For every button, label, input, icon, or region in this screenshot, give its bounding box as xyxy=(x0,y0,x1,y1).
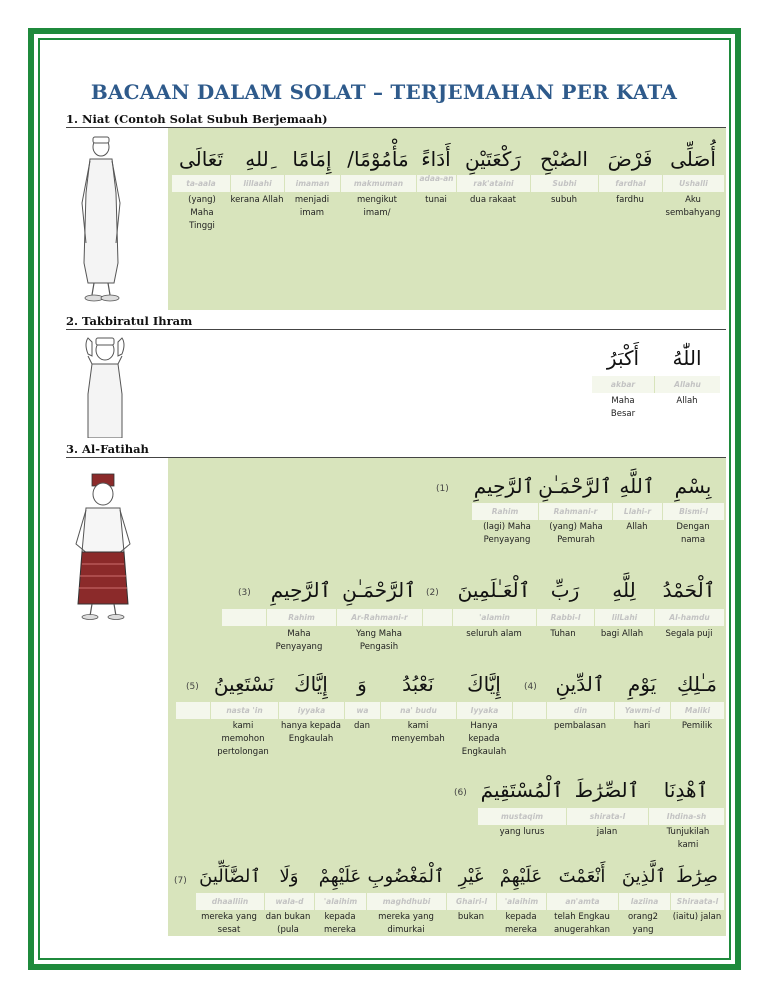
v7-translit-2: laziina xyxy=(618,893,670,910)
niat-meaning-2: fardhu xyxy=(616,195,644,205)
standing-figure-niat xyxy=(72,133,130,305)
v6-arabic-3: ٱلْمُسْتَقِيمَ xyxy=(480,778,564,802)
v5-arabic-5: نَسْتَعِينُ xyxy=(213,672,275,696)
section-divider xyxy=(66,329,726,330)
niat-meaning-9: (yang) Maha Tinggi xyxy=(188,195,216,231)
v4-translit-3: din xyxy=(546,702,614,719)
v1-translit-1: Bismi-l xyxy=(662,503,724,520)
section-heading-takbir: 2. Takbiratul Ihram xyxy=(66,314,193,328)
page-title: BACAAN DALAM SOLAT – TERJEMAHAN PER KATA xyxy=(90,80,678,104)
niat-meaning-6: mengikut imam/ xyxy=(356,195,398,218)
v7-translit-1: Shiraata-l xyxy=(670,893,724,910)
v5-translit-1: Iyyaka xyxy=(456,702,512,719)
v7-meaning-7: kepada mereka xyxy=(323,912,357,935)
niat-translit-1: Ushalli xyxy=(662,175,724,192)
v1-arabic-2: ٱللَّهِ xyxy=(619,474,655,498)
v6-meaning-2: jalan xyxy=(596,827,618,837)
v2-arabic-2: لِلَّهِ xyxy=(612,578,636,602)
v1-meaning-4: (lagi) Maha Penyayang xyxy=(483,522,531,545)
v1-meaning-1: Dengan nama xyxy=(676,522,710,545)
niat-arabic-4: رَكْعَتَيْنِ xyxy=(464,147,522,171)
v6-meaning-1: Tunjukilah kami xyxy=(666,827,710,850)
v4-translit-2: Yawmi-d xyxy=(614,702,670,719)
niat-translit-3: Subhi xyxy=(530,175,598,192)
v3-meaning-2: Maha Penyayang xyxy=(275,629,323,652)
v7-arabic-4: عَلَيْهِمْ xyxy=(499,866,543,887)
v6-translit-3: mustaqim xyxy=(500,812,544,821)
niat-arabic-8: ِللهِ xyxy=(245,147,269,171)
v7-transliteration-row xyxy=(196,893,724,910)
niat-meaning-8: kerana Allah xyxy=(230,195,284,205)
v7-translit-7: 'alaihim xyxy=(314,893,366,910)
niat-translit-8: lillaahi xyxy=(230,175,284,192)
v2-meaning-1: Segala puji xyxy=(665,629,713,639)
takbir-translit-1: Allahu xyxy=(654,376,720,393)
takbir-arabic-1: اللّٰهُ xyxy=(672,346,702,370)
v7-meaning-9: mereka yang sesat xyxy=(201,912,257,935)
v6-arabic-1: ٱهْدِنَا xyxy=(663,778,709,802)
v3-translit-2: Rahim xyxy=(266,609,336,626)
v1-arabic-3: ٱلرَّحْمَـٰنِ xyxy=(538,474,612,498)
verse-number-3: (3) xyxy=(238,588,251,598)
fatihah-figure xyxy=(68,472,138,620)
v7-meaning-8: dan bukan (pula xyxy=(265,912,311,935)
v6-translit-1: Ihdina-sh xyxy=(648,808,724,825)
v7-translit-9: dhaalliin xyxy=(211,897,249,906)
v5-arabic-4: إِيَّاكَ xyxy=(294,672,328,696)
verse-number-1: (1) xyxy=(436,484,449,494)
v7-meaning-1: (iaitu) jalan xyxy=(672,912,722,922)
v7-meaning-5: bukan xyxy=(457,912,485,922)
v7-arabic-9: ٱلضَّآلِّينَ xyxy=(199,866,261,887)
v4-arabic-2: يَوْمِ xyxy=(627,672,657,696)
v6-meaning-3: yang lurus xyxy=(499,827,545,837)
v5-translit-4: iyyaka xyxy=(278,702,344,719)
verse-number-2: (2) xyxy=(426,588,439,598)
v7-arabic-7: عَلَيْهِمْ xyxy=(318,866,362,887)
niat-translit-6: makmuman xyxy=(340,175,416,192)
v5-meaning-3: dan xyxy=(354,721,370,731)
v3-arabic-1: ٱلرَّحْمَـٰنِ xyxy=(342,578,416,602)
niat-arabic-9: تَعَالَى xyxy=(178,147,224,171)
v7-translit-4: 'alaihim xyxy=(496,893,546,910)
v5-meaning-5: kami memohon pertolongan xyxy=(217,721,269,757)
niat-arabic-1: أُصَلِّى xyxy=(670,147,716,171)
v6-transliteration-row xyxy=(478,808,724,825)
v5-arabic-1: إِيَّاكَ xyxy=(467,672,501,696)
verse-number-7: (7) xyxy=(174,876,187,886)
takbir-meaning-2: Maha Besar xyxy=(610,396,636,419)
v4-meaning-2: hari xyxy=(633,721,651,731)
v4-arabic-1: مَـٰلِكِ xyxy=(676,672,718,696)
v7-translit-5: Ghairi-l xyxy=(446,893,496,910)
v2-translit-4: 'alamin xyxy=(452,609,536,626)
v1-arabic-1: بِسْمِ xyxy=(674,474,712,498)
v2-translit-3: Rabbi-l xyxy=(536,609,594,626)
v2-meaning-4: seluruh alam xyxy=(466,629,522,639)
niat-transliteration-row xyxy=(172,175,724,192)
verse-number-6: (6) xyxy=(454,788,467,798)
v6-arabic-2: ٱلصِّرَٰطَ xyxy=(574,778,640,802)
niat-arabic-2: فَرْضَ xyxy=(607,147,653,171)
v4-meaning-1: Pemilik xyxy=(681,721,713,731)
v5-empty-cell xyxy=(176,702,210,719)
v5-translit-3: wa xyxy=(344,702,380,719)
v7-arabic-1: صِرَٰطَ xyxy=(676,866,718,887)
v5-meaning-1: Hanya kepada Engkaulah xyxy=(461,721,507,757)
v2-translit-2: lilLahi xyxy=(594,609,654,626)
v3-arabic-2: ٱلرَّحِيمِ xyxy=(270,578,332,602)
v4-meaning-3: pembalasan xyxy=(553,721,607,731)
takbir-meaning-1: Allah xyxy=(676,396,698,406)
v7-meaning-2: orang2 yang xyxy=(627,912,659,935)
v2-v3-transliteration-row xyxy=(222,609,724,626)
niat-translit-7: imaman xyxy=(284,175,340,192)
v1-meaning-3: (yang) Maha Pemurah xyxy=(549,522,603,545)
takbir-figure xyxy=(74,334,136,438)
takbir-translit-2: akbar xyxy=(610,380,636,389)
v2-meaning-3: Tuhan xyxy=(550,629,576,639)
niat-arabic-7: إِمَامًا xyxy=(292,147,332,171)
section-heading-fatihah: 3. Al-Fatihah xyxy=(66,442,149,456)
v1-translit-3: Rahmani-r xyxy=(538,503,612,520)
v7-meaning-3: telah Engkau anugerahkan xyxy=(553,912,611,935)
takbir-arabic-2: أَكْبَرُ xyxy=(606,346,640,370)
v1-transliteration-row xyxy=(472,503,724,520)
v7-arabic-2: ٱلَّذِينَ xyxy=(621,866,667,887)
niat-meaning-1: Aku sembahyang xyxy=(665,195,721,218)
v7-translit-3: an'amta xyxy=(546,893,618,910)
v4-v5-gap-cell xyxy=(512,702,546,719)
v5-meaning-4: hanya kepada Engkaulah xyxy=(281,721,341,744)
niat-translit-2: fardhal xyxy=(598,175,662,192)
v7-arabic-8: وَلَا xyxy=(279,866,299,887)
niat-arabic-3: الصُبْحِ xyxy=(540,147,588,171)
v4-v5-transliteration-row xyxy=(176,702,724,719)
v2-arabic-1: ٱلْحَمْدُ xyxy=(662,578,716,602)
v4-arabic-3: ٱلدِّينِ xyxy=(555,672,605,696)
verse-number-4: (4) xyxy=(524,682,537,692)
v7-arabic-6: ٱلْمَغْضُوبِ xyxy=(367,866,445,887)
takbir-transliteration-row xyxy=(592,376,720,393)
v7-meaning-6: mereka yang dimurkai xyxy=(378,912,434,935)
niat-translit-9: ta-aala xyxy=(186,179,216,188)
v6-translit-2: shirata-l xyxy=(566,808,648,825)
v5-translit-5: nasta 'in xyxy=(210,702,278,719)
v2-translit-1: Al-hamdu xyxy=(654,609,724,626)
niat-translit-5: adaa-an xyxy=(416,175,456,192)
v3-meaning-1: Yang Maha Pengasih xyxy=(356,629,402,652)
v3-empty-cell xyxy=(222,609,266,626)
niat-arabic-5: أَدَاءً xyxy=(421,147,451,171)
v7-meaning-4: kepada mereka xyxy=(504,912,538,935)
v7-translit-6: maghdhubi xyxy=(366,893,446,910)
v1-translit-2: Llahi-r xyxy=(612,503,662,520)
v7-arabic-3: أَنْعَمْتَ xyxy=(558,866,606,887)
v1-translit-4: Rahim xyxy=(491,507,519,516)
niat-meaning-4: dua rakaat xyxy=(470,195,516,205)
v3-translit-1: Ar-Rahmani-r xyxy=(336,609,422,626)
v2-v3-gap-cell xyxy=(422,609,452,626)
v5-arabic-2: نَعْبُدُ xyxy=(402,672,434,696)
niat-meaning-5: tunai xyxy=(425,195,447,205)
v2-arabic-4: ٱلْعَـٰلَمِينَ xyxy=(457,578,531,602)
v4-translit-1: Maliki xyxy=(670,702,724,719)
v1-meaning-2: Allah xyxy=(626,522,648,532)
v1-arabic-4: ٱلرَّحِيمِ xyxy=(473,474,535,498)
niat-meaning-3: subuh xyxy=(551,195,577,205)
v7-arabic-5: غَيْرِ xyxy=(458,866,484,887)
v5-arabic-3: وَ xyxy=(357,672,367,696)
niat-arabic-6: مَأْمُوْمًا/ xyxy=(347,147,409,171)
verse-number-5: (5) xyxy=(186,682,199,692)
v5-translit-2: na' budu xyxy=(380,702,456,719)
v7-translit-8: wala-d xyxy=(264,893,314,910)
section-heading-niat: 1. Niat (Contoh Solat Subuh Berjemaah) xyxy=(66,112,328,126)
niat-meaning-7: menjadi imam xyxy=(294,195,330,218)
v2-arabic-3: رَبِّ xyxy=(550,578,580,602)
v5-meaning-2: kami menyembah xyxy=(391,721,445,744)
niat-translit-4: rak'ataini xyxy=(456,175,530,192)
v2-meaning-2: bagi Allah xyxy=(600,629,644,639)
